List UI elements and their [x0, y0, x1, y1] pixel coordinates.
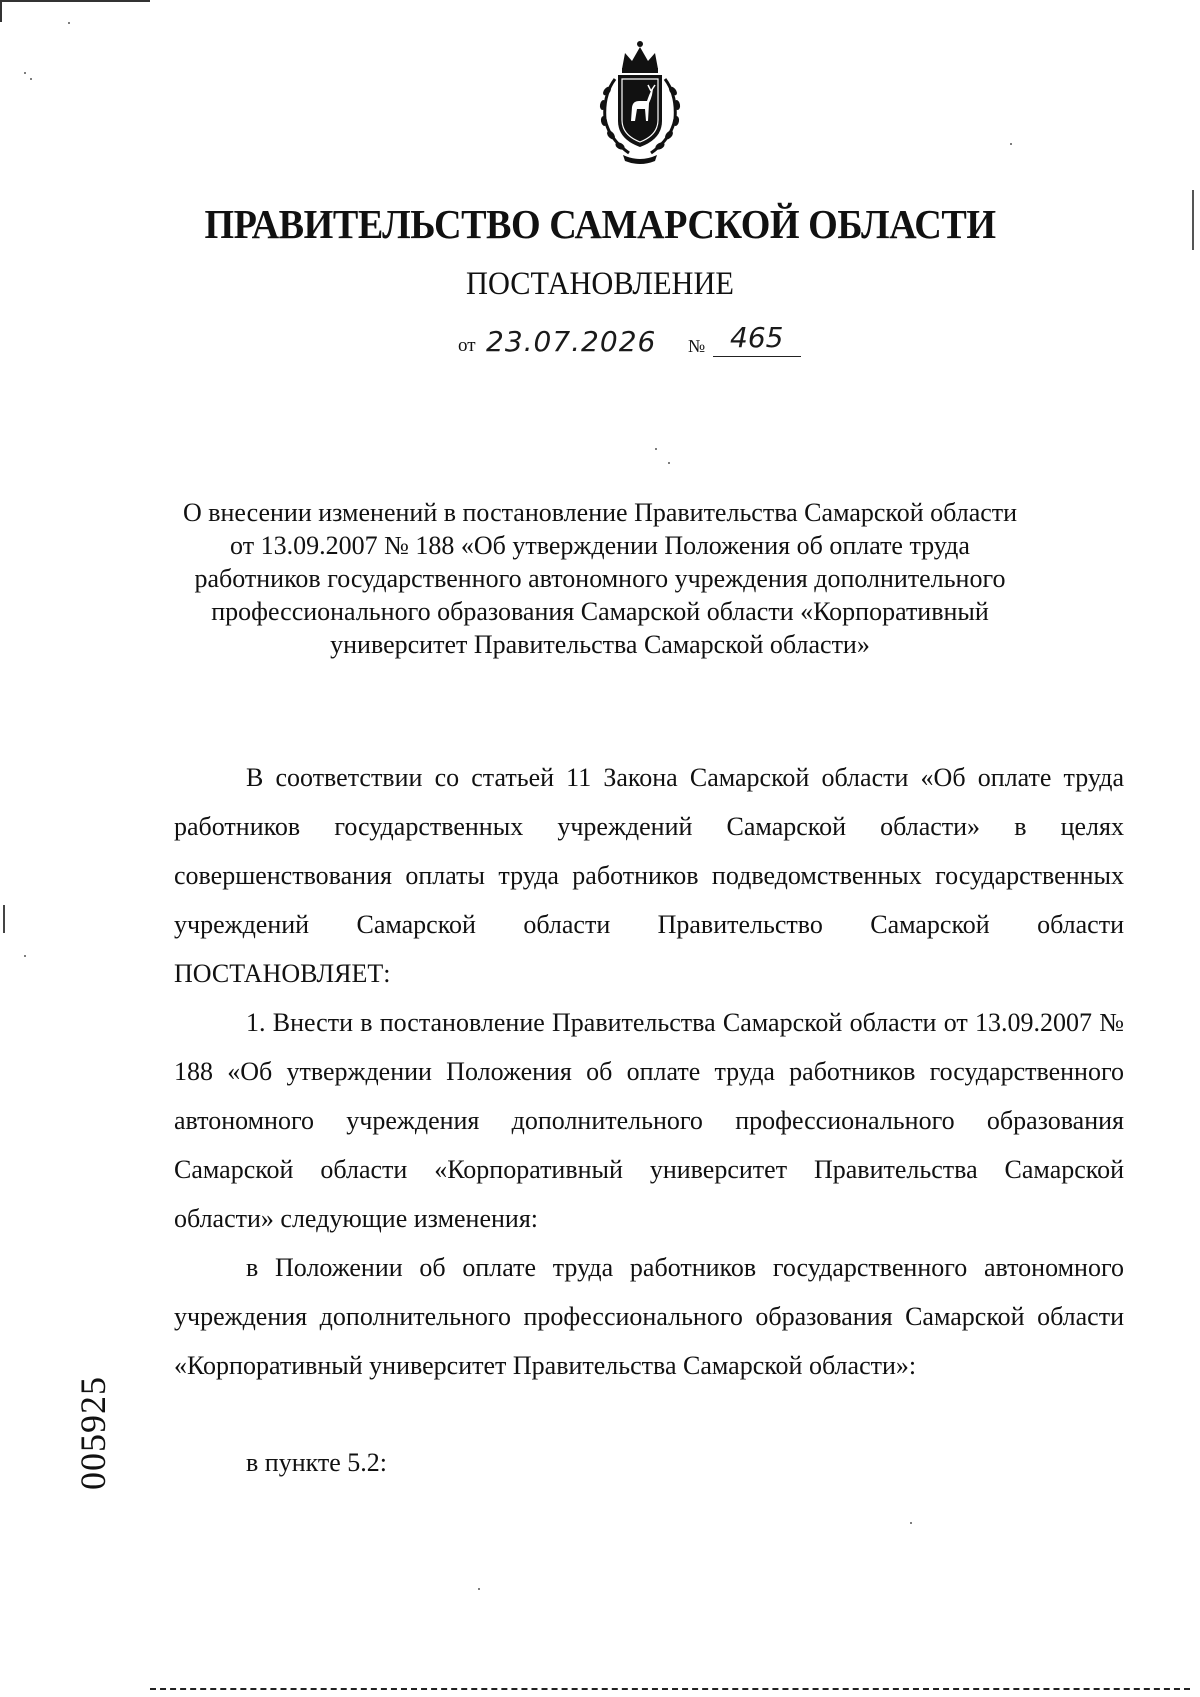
document-date: 23.07.2026 [486, 325, 657, 358]
scan-bottom-edge [150, 1688, 1190, 1690]
scan-speck [30, 78, 32, 80]
body-paragraph-point [174, 1438, 1124, 1487]
subitem-text: в Положении об оплате труда работников государственного автономного учреждения дополнительного профессионального образования Самарской области «Корпоративный университет Правительства Самарской области»: [174, 1253, 1124, 1380]
scan-edge-left [0, 0, 2, 22]
scan-speck [1010, 143, 1012, 145]
scan-speck [668, 462, 670, 464]
number-underline [713, 356, 801, 357]
scan-speck [24, 72, 26, 74]
document-type: ПОСТАНОВЛЕНИЕ [466, 266, 734, 302]
preamble-text: В соответствии со статьей 11 Закона Самарской области «Об оплате труда работников государственных учреждений Самарской области» в целях совершенствования оплаты труда работников подведомственных государственных учреждений Самарской области Правительство Самарской области ПОСТАНОВЛЯЕТ: [174, 763, 1124, 988]
body-paragraph-preamble [174, 753, 1124, 998]
body-paragraph-item-1 [174, 998, 1124, 1243]
document-number: 465 [730, 321, 784, 354]
margin-stamp-number: 005925 [73, 1376, 113, 1490]
samara-coat-of-arms-icon [585, 35, 695, 170]
scan-line-left [3, 905, 5, 933]
number-label: № [688, 336, 706, 356]
date-prefix: от [458, 335, 476, 356]
scan-speck [68, 22, 70, 24]
scan-speck [478, 1588, 480, 1590]
document-subject: О внесении изменений в постановление Правительства Самарской области от 13.09.2007 № 188 «Об утверждении Положения об оплате труда работников государственного автономного учреждения дополнительного профессионального образования Самарской области «Корпоративный университет Правительства Самарской области» [182, 498, 1018, 659]
item-1-text: 1. Внести в постановление Правительства Самарской области от 13.09.2007 № 188 «Об утверждении Положения об оплате труда работников государственного автономного учреждения дополнительного профессионального образования Самарской области «Корпоративный университет Правительства Самарской области» следующие изменения: [174, 1008, 1124, 1233]
government-title: ПРАВИТЕЛЬСТВО САМАРСКОЙ ОБЛАСТИ [204, 201, 996, 247]
point-text: в пункте 5.2: [246, 1448, 388, 1477]
date-number-line [458, 320, 858, 364]
scan-edge-top [0, 0, 150, 2]
body-paragraph-subitem [174, 1243, 1124, 1390]
scan-speck [24, 955, 26, 957]
scan-speck [910, 1522, 912, 1524]
scan-edge-right [1192, 190, 1194, 250]
scan-speck [655, 448, 657, 450]
